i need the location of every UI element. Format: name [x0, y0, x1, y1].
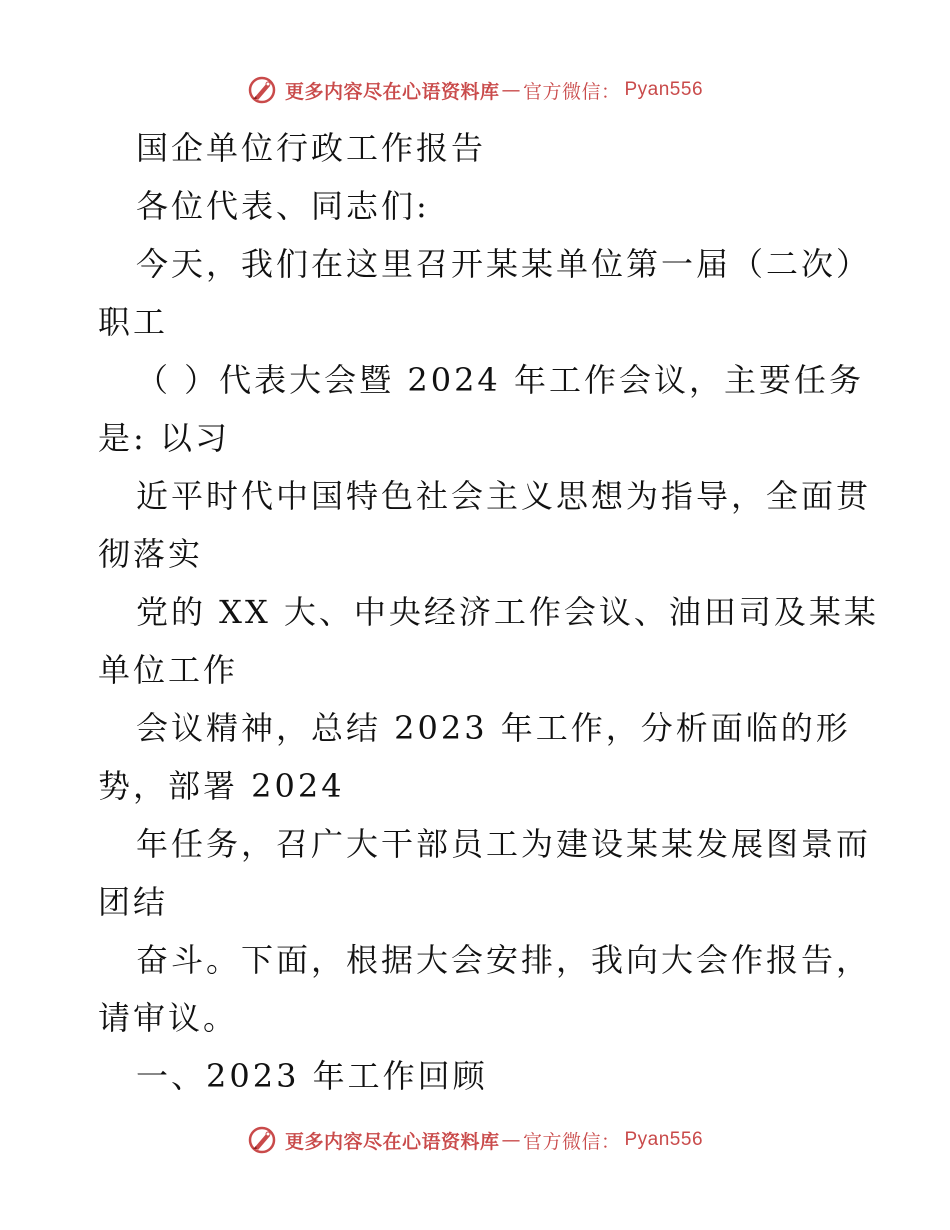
body-line: 奋斗。下面，根据大会安排，我向大会作报告， [136, 941, 872, 979]
section-heading: 一、2023 年工作回顾 [136, 1057, 488, 1095]
body-line: 团结 [98, 883, 169, 921]
body-line: 是: 以习 [98, 419, 230, 457]
pen-logo-icon [247, 1125, 277, 1155]
watermark-text: 更多内容尽在心语资料库 [284, 80, 500, 103]
salutation: 各位代表、同志们: [136, 187, 430, 225]
watermark-dash: — [501, 79, 521, 101]
body-line: 请审议。 [98, 999, 239, 1037]
body-line: 今天，我们在这里召开某某单位第一届（二次） [136, 245, 872, 283]
body-line: 会议精神，总结 2023 年工作，分析面临的形 [136, 709, 851, 747]
watermark-wechat-label: 官方微信： [522, 80, 621, 103]
watermark-text: 更多内容尽在心语资料库 [284, 1130, 500, 1153]
body-line: 职工 [98, 303, 169, 341]
document-title: 国企单位行政工作报告 [136, 129, 487, 167]
body-line: 彻落实 [98, 535, 204, 573]
footer-watermark [0, 1120, 950, 1160]
watermark-dash: — [501, 1129, 521, 1151]
watermark-wechat-id: Pyan556 [624, 1129, 704, 1150]
body-line: 势，部署 2024 [98, 767, 345, 805]
body-line: 党的 XX 大、中央经济工作会议、油田司及某某 [136, 593, 879, 631]
header-watermark [0, 70, 950, 110]
body-line: 单位工作 [98, 651, 239, 689]
watermark-wechat-id: Pyan556 [624, 79, 704, 100]
body-line: （ ）代表大会暨 2024 年工作会议，主要任务 [136, 361, 864, 399]
body-line: 年任务，召广大干部员工为建设某某发展图景而 [136, 825, 872, 863]
watermark-wechat-label: 官方微信： [522, 1130, 621, 1153]
body-line: 近平时代中国特色社会主义思想为指导，全面贯 [136, 477, 872, 515]
pen-logo-icon [247, 75, 277, 105]
